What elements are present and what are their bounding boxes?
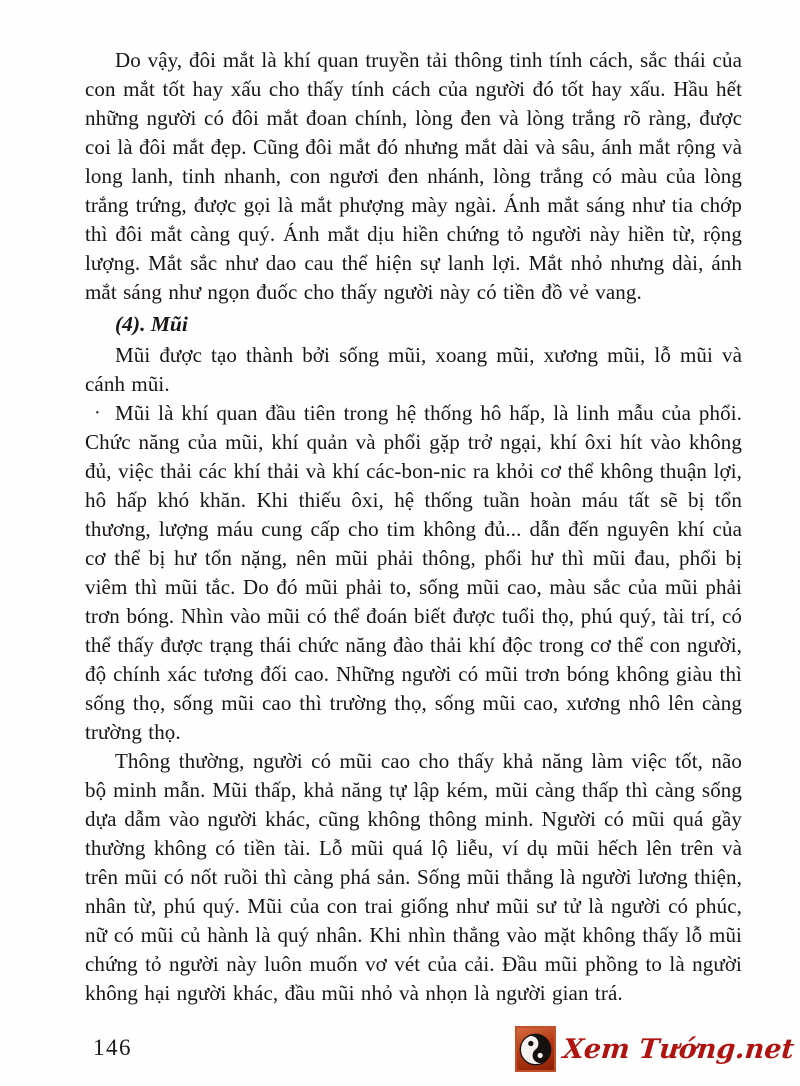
yin-yang-icon — [515, 1026, 556, 1072]
watermark — [515, 1026, 794, 1072]
paragraph-nose-function-wrap — [85, 399, 742, 747]
paragraph-eyes: Do vậy, đôi mắt là khí quan truyền tải thông tinh tính cách, sắc thái của con mắt tốt hay xấu cho thấy tính cách của người đó tốt hay xấu. Hầu hết những người có đôi mắt đoan chính, lòng đen và lòng trắng rõ ràng, được coi là đôi mắt đẹp. Cũng đôi mắt đó nhưng mắt dài và sâu, ánh mắt rộng và long lanh, tinh nhanh, con ngươi đen nhánh, lòng trắng có màu của lòng trắng trứng, được gọi là mắt phượng mày ngài. Ánh mắt sáng như tia chớp thì đôi mắt càng quý. Ánh mắt dịu hiền chứng tỏ người này hiền từ, rộng lượng. Mắt sắc như dao cau thể hiện sự lanh lợi. Mắt nhỏ nhưng dài, ánh mắt sáng như ngọn đuốc cho thấy người này có tiền đồ vẻ vang. — [85, 48, 742, 304]
margin-bullet-dot: · — [94, 402, 101, 424]
section-heading-nose: (4). Mũi — [115, 312, 188, 336]
paragraph-nose-function: Mũi là khí quan đầu tiên trong hệ thống hô hấp, là linh mẫu của phổi. Chức năng của mũi, khí quản và phổi gặp trở ngại, khí ôxi hít vào không đủ, việc thải các khí thải và khí các-bon-nic ra khỏi cơ thể không thuận lợi, hô hấp khó khăn. Khi thiếu ôxi, hệ thống tuần hoàn máu tất sẽ bị tổn thương, lượng máu cung cấp cho tim không đủ... dẫn đến nguyên khí của cơ thể bị hư tổn nặng, nên mũi phải thông, phổi hư thì mũi đau, phổi bị viêm thì mũi tắc. Do đó mũi phải to, sống mũi cao, màu sắc của mũi phải trơn bóng. Nhìn vào mũi có thể đoán biết được tuổi thọ, phú quý, tài trí, có thể thấy được trạng thái chức năng đào thải khí độc trong cơ thể con người, độ chính xác tương đối cao. Những người có mũi trơn bóng không giàu thì sống thọ, sống mũi cao thì trường thọ, sống mũi cao, xương nhô lên càng trường thọ. — [85, 401, 742, 744]
page-number: 146 — [93, 1035, 132, 1060]
paragraph-nose-shapes: Thông thường, người có mũi cao cho thấy khả năng làm việc tốt, não bộ minh mẫn. Mũi thấp, khả năng tự lập kém, mũi càng thấp thì càng sống dựa dẫm vào người khác, cũng không thông minh. Người có mũi quá gầy thường không có tiền tài. Lỗ mũi quá lộ liễu, ví dụ mũi hếch lên trên và trên mũi có nốt ruồi thì càng phá sản. Sống mũi thẳng là người lương thiện, nhân từ, phú quý. Mũi của con trai giống như mũi sư tử là người có phúc, nữ có mũi củ hành là quý nhân. Khi nhìn thẳng vào mặt không thấy lỗ mũi chứng tỏ người này luôn muốn vơ vét của cải. Đầu mũi phồng to là người không hại người khác, đầu mũi nhỏ và nhọn là người gian trá. — [85, 749, 742, 1005]
watermark-brand-text: Xem Tướng.net — [561, 1033, 796, 1065]
page-text-block — [85, 46, 742, 1008]
paragraph-nose-intro: Mũi được tạo thành bởi sống mũi, xoang mũi, xương mũi, lỗ mũi và cánh mũi. — [85, 343, 742, 396]
